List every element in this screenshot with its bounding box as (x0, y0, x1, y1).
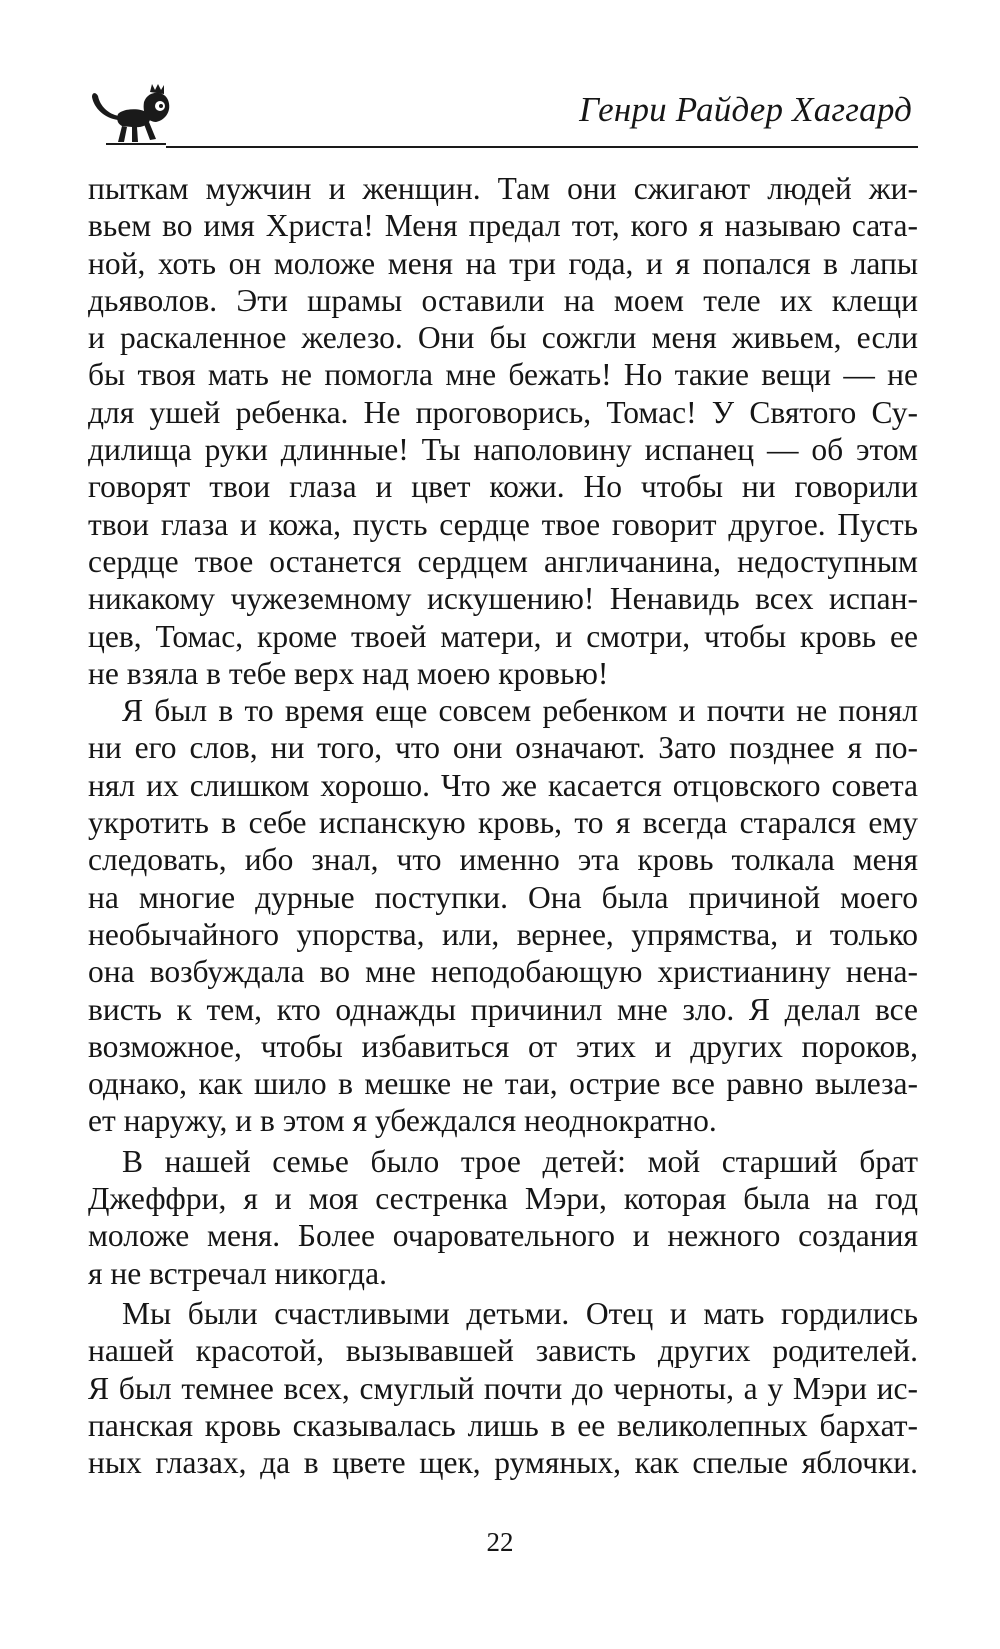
lion-icon (88, 84, 172, 148)
text-line: ни его слов, ни того, что они означают. Зато позднее я по- (88, 730, 918, 766)
text-line: бы твоя мать не помогла мне бежать! Но такие вещи — не (88, 357, 918, 393)
paragraph (88, 692, 918, 1140)
text-line: и раскаленное железо. Они бы сожгли меня живьем, если (88, 320, 918, 356)
text-line: нял их слишком хорошо. Что же касается отцовского совета (88, 767, 918, 803)
text-line: дилища руки длинные! Ты наполовину испанец — об этом (88, 432, 918, 468)
text-line: она возбуждала во мне неподобающую христианину нена- (88, 954, 918, 990)
text-line: В нашей семье было трое детей: мой старший брат (122, 1143, 918, 1179)
text-line: возможное, чтобы избавиться от этих и других пороков, (88, 1028, 918, 1064)
text-line: для ушей ребенка. Не проговорись, Томас! У Святого Су- (88, 394, 918, 430)
text-line: панская кровь сказывалась лишь в ее великолепных бархат- (88, 1407, 918, 1443)
running-header-author: Генри Райдер Хаггард (579, 90, 912, 129)
text-line: Мы были счастливыми детьми. Отец и мать гордились (122, 1295, 918, 1331)
text-line: вьем во имя Христа! Меня предал тот, кого я называю сата- (88, 208, 918, 244)
text-line: необычайного упорства, или, вернее, упрямства, и только (88, 916, 918, 952)
text-line: нашей красотой, вызывавшей зависть других родителей. (88, 1333, 918, 1369)
text-line: дьяволов. Эти шрамы оставили на моем теле их клещи (88, 282, 918, 318)
text-line: сердце твое останется сердцем англичанина, недоступным (88, 543, 918, 579)
text-line: на многие дурные поступки. Она была причиной моего (88, 879, 918, 915)
body-text (88, 170, 918, 1481)
text-line: укротить в себе испанскую кровь, то я всегда старался ему (88, 805, 918, 841)
text-line: говорят твои глаза и цвет кожи. Но чтобы ни говорили (88, 469, 918, 505)
text-line: цев, Томас, кроме твоей матери, и смотри, чтобы кровь ее (88, 618, 918, 654)
text-line: никакому чужеземному искушению! Ненавидь всех испан- (88, 581, 918, 617)
text-line: моложе меня. Более очаровательного и нежного создания (88, 1218, 918, 1254)
text-line: ет наружу, и в этом я убеждался неоднократно. (88, 1103, 717, 1139)
paragraph (88, 170, 918, 692)
text-line: не взяла в тебе верх над моею кровью! (88, 655, 609, 691)
text-line: Джеффри, я и моя сестренка Мэри, которая была на год (88, 1181, 918, 1217)
text-line: висть к тем, кто однажды причинил мне зло. Я делал все (88, 991, 918, 1027)
paragraph (88, 1143, 918, 1292)
text-line: твои глаза и кожа, пусть сердце твое говорит другое. Пусть (88, 506, 918, 542)
page-number: 22 (486, 1527, 514, 1557)
text-line: следовать, ибо знал, что именно эта кровь толкала меня (88, 842, 918, 878)
header-rule (166, 146, 918, 148)
text-line: пыткам мужчин и женщин. Там они сжигают людей жи- (88, 171, 918, 206)
text-line: ной, хоть он моложе меня на три года, и я попался в лапы (88, 245, 918, 281)
paragraph (88, 1295, 918, 1481)
text-line: я не встречал никогда. (88, 1255, 387, 1291)
running-header (88, 80, 918, 152)
text-line: однако, как шило в мешке не таи, острие все равно вылеза- (88, 1066, 918, 1102)
text-line: Я был темнее всех, смуглый почти до черноты, а у Мэри ис- (88, 1370, 918, 1406)
text-line: Я был в то время еще совсем ребенком и почти не понял (122, 693, 918, 729)
text-line: ных глазах, да в цвете щек, румяных, как спелые яблочки. (88, 1445, 918, 1481)
